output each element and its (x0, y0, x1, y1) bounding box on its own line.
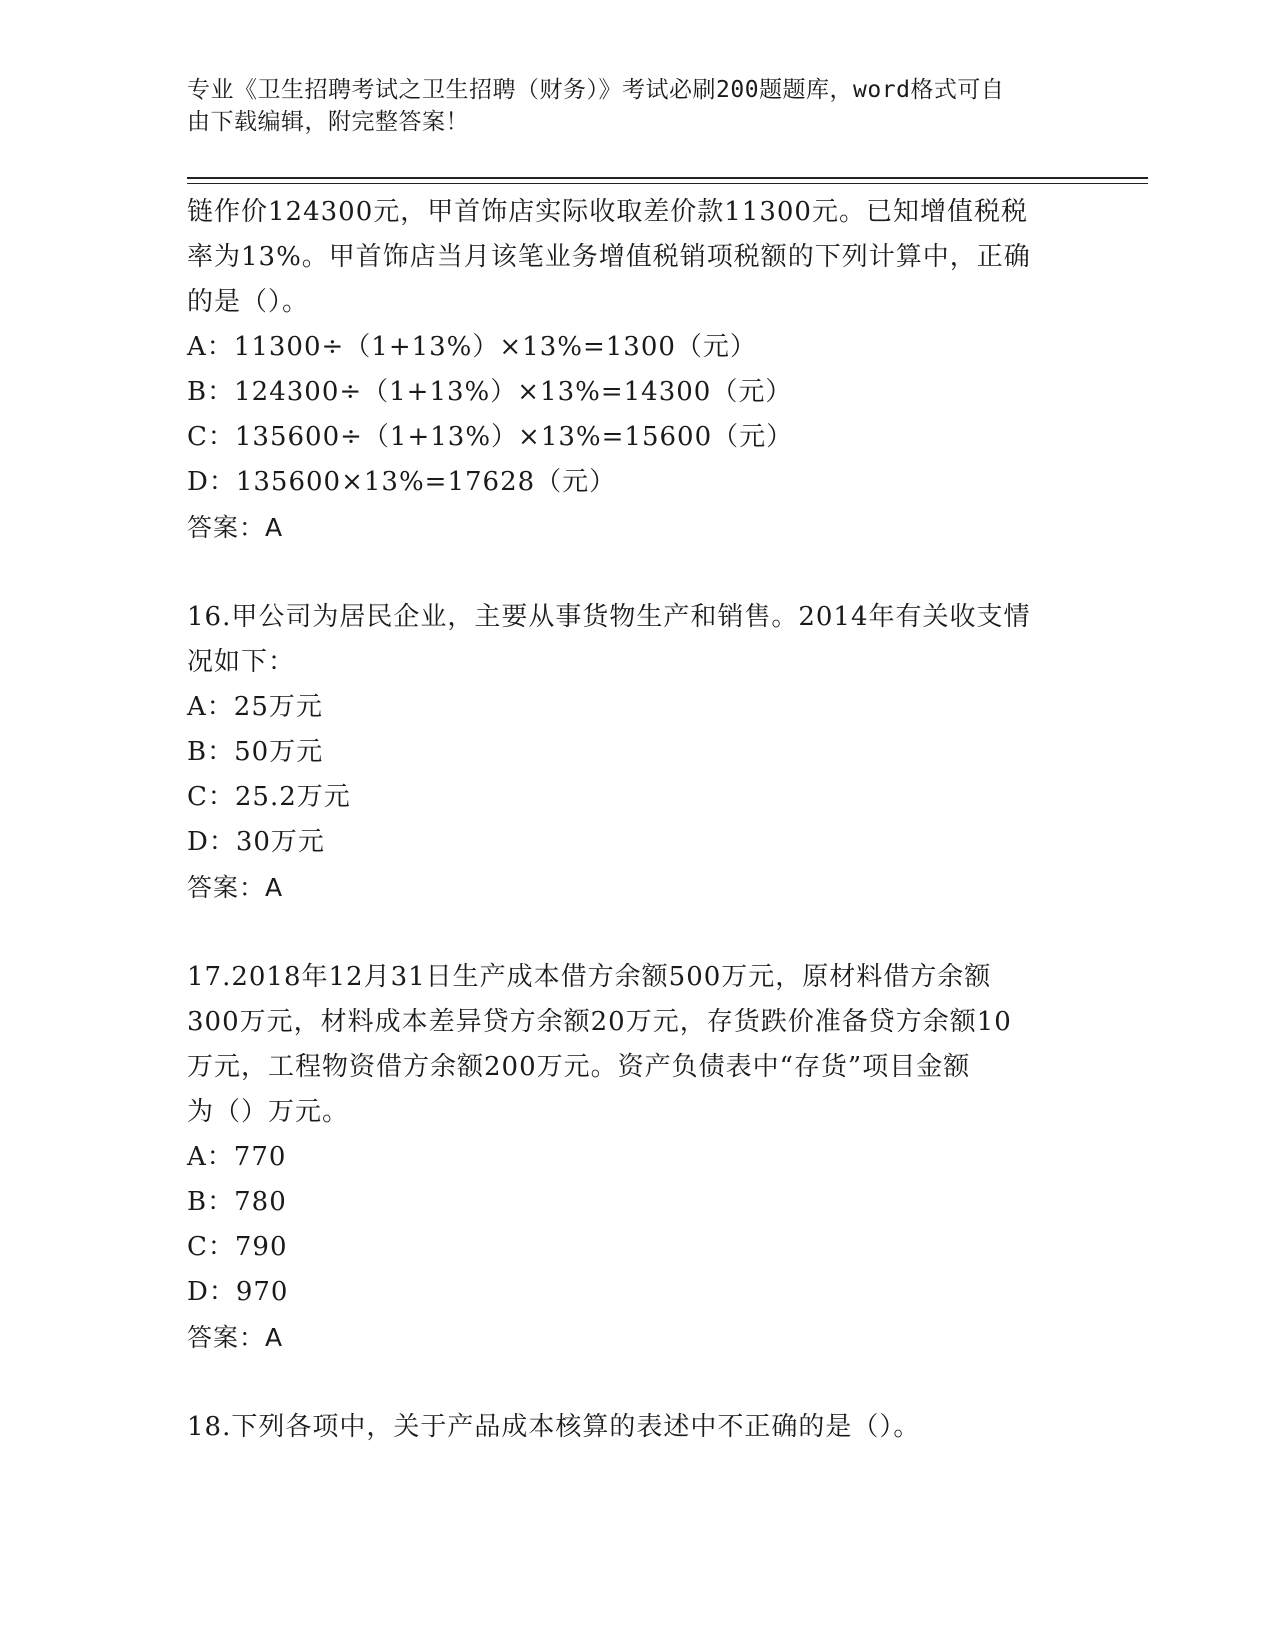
option-a: A：25万元 (187, 692, 323, 722)
question-17 (187, 955, 1087, 1360)
header-line-1: 专业《卫生招聘考试之卫生招聘（财务）》考试必刷200题题库，word格式可自 (187, 77, 1005, 103)
answer-label: 答案：A (187, 1323, 284, 1352)
question-stem-line: 的是（）。 (187, 287, 310, 317)
option-d: D：135600×13%=17628（元） (187, 467, 617, 497)
question-list (187, 190, 1087, 1450)
document-header (187, 74, 1087, 138)
question-stem-line: 17.2018年12月31日生产成本借方余额500万元，原材料借方余额 (187, 962, 992, 992)
option-a: A：11300÷（1+13%）×13%=1300（元） (187, 332, 757, 362)
option-a: A：770 (187, 1142, 287, 1172)
answer-label: 答案：A (187, 513, 284, 542)
option-c: C：790 (187, 1232, 288, 1262)
option-c: C：25.2万元 (187, 782, 351, 812)
question-stem-line: 万元，工程物资借方余额200万元。资产负债表中“存货”项目金额 (187, 1052, 971, 1082)
option-b: B：780 (187, 1187, 287, 1217)
option-d: D：970 (187, 1277, 289, 1307)
option-b: B：50万元 (187, 737, 324, 767)
question-stem-line: 链作价124300元，甲首饰店实际收取差价款11300元。已知增值税税 (187, 197, 1028, 227)
question-stem-line: 为（）万元。 (187, 1097, 350, 1127)
question-stem-line: 率为13%。甲首饰店当月该笔业务增值税销项税额的下列计算中，正确 (187, 242, 1031, 272)
spacer (187, 1360, 1087, 1405)
option-c: C：135600÷（1+13%）×13%=15600（元） (187, 422, 794, 452)
question-18 (187, 1405, 1087, 1450)
option-b: B：124300÷（1+13%）×13%=14300（元） (187, 377, 793, 407)
question-16 (187, 595, 1087, 910)
answer-label: 答案：A (187, 873, 284, 902)
header-divider-thick (187, 177, 1148, 179)
question-stem-line: 况如下： (187, 647, 296, 677)
spacer (187, 910, 1087, 955)
header-line-2: 由下载编辑，附完整答案！ (187, 109, 469, 135)
question-stem-line: 300万元，材料成本差异贷方余额20万元，存货跌价准备贷方余额10 (187, 1007, 1012, 1037)
question-stem-line: 16.甲公司为居民企业，主要从事货物生产和销售。2014年有关收支情 (187, 602, 1031, 632)
option-d: D：30万元 (187, 827, 325, 857)
header-divider-thin (187, 183, 1148, 184)
question-stem-line: 18.下列各项中，关于产品成本核算的表述中不正确的是（）。 (187, 1412, 921, 1442)
spacer (187, 550, 1087, 595)
question-15 (187, 190, 1087, 550)
